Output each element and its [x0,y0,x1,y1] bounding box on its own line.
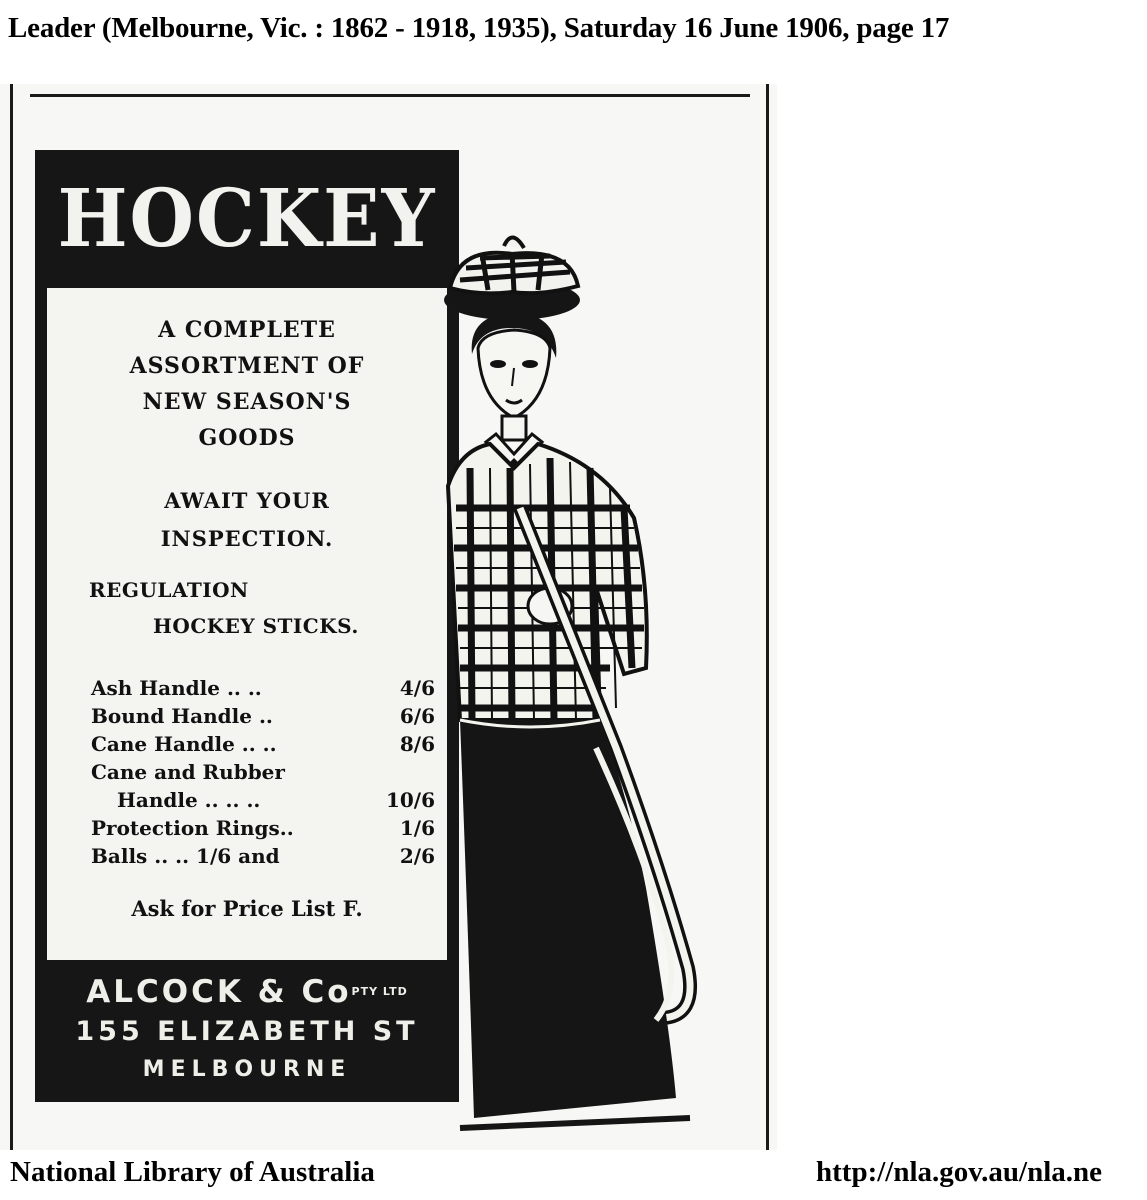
price-row [91,758,435,786]
price-row [91,730,435,758]
price-list [91,674,435,870]
price-item: Balls .. .. 1/6 and [91,844,280,868]
price-row [91,702,435,730]
price-item: Handle .. .. .. [117,788,261,812]
headline [47,312,447,456]
street-address: 155 ELIZABETH ST [75,1016,419,1047]
firm-name-text: ALCOCK & Co [86,974,352,1010]
price-row [91,842,435,870]
right-column-rule [766,84,769,1150]
price-list-request: Ask for Price List F. [131,896,363,921]
price-row [91,814,435,842]
price-value: 1/6 [399,816,435,840]
regulation-label: REGULATION [89,578,249,602]
headline-line: A COMPLETE [158,317,336,343]
hockey-sticks-label: HOCKEY STICKS. [153,614,359,638]
price-item: Bound Handle .. [91,704,273,728]
price-item: Ash Handle .. .. [91,676,262,700]
headline-line: ASSORTMENT OF [129,353,365,379]
await-line: INSPECTION. [160,526,334,551]
price-item: Cane and Rubber [91,760,285,784]
advertisement-body [47,288,447,960]
price-value: 2/6 [399,844,435,868]
price-value: 4/6 [399,676,435,700]
price-row [91,786,435,814]
await-line: AWAIT YOUR [164,488,330,513]
advertisement-panel [35,150,459,1102]
library-credit: National Library of Australia [10,1156,375,1188]
headline-line: GOODS [198,425,296,451]
left-column-rule [10,84,13,1150]
firm-name [35,972,459,1012]
price-item: Cane Handle .. .. [91,732,277,756]
price-item: Protection Rings.. [91,816,294,840]
citation-title: Leader (Melbourne, Vic. : 1862 - 1918, 1935), Saturday 16 June 1906, page 17 [8,12,950,44]
headline-line: NEW SEASON'S [142,389,352,415]
price-value: 10/6 [385,788,435,812]
top-rule [30,94,750,97]
price-value: 8/6 [399,732,435,756]
advertiser-address [35,972,459,1088]
newspaper-clipping [0,84,777,1150]
brand-heading: HOCKEY [57,172,437,266]
city-name: MELBOURNE [142,1057,352,1082]
price-row [91,674,435,702]
price-value: 6/6 [399,704,435,728]
hockey-player-illustration [420,168,750,1138]
firm-suffix: PTY LTD [351,985,408,998]
source-url: http://nla.gov.au/nla.ne [816,1156,1103,1188]
await-text [47,482,447,558]
